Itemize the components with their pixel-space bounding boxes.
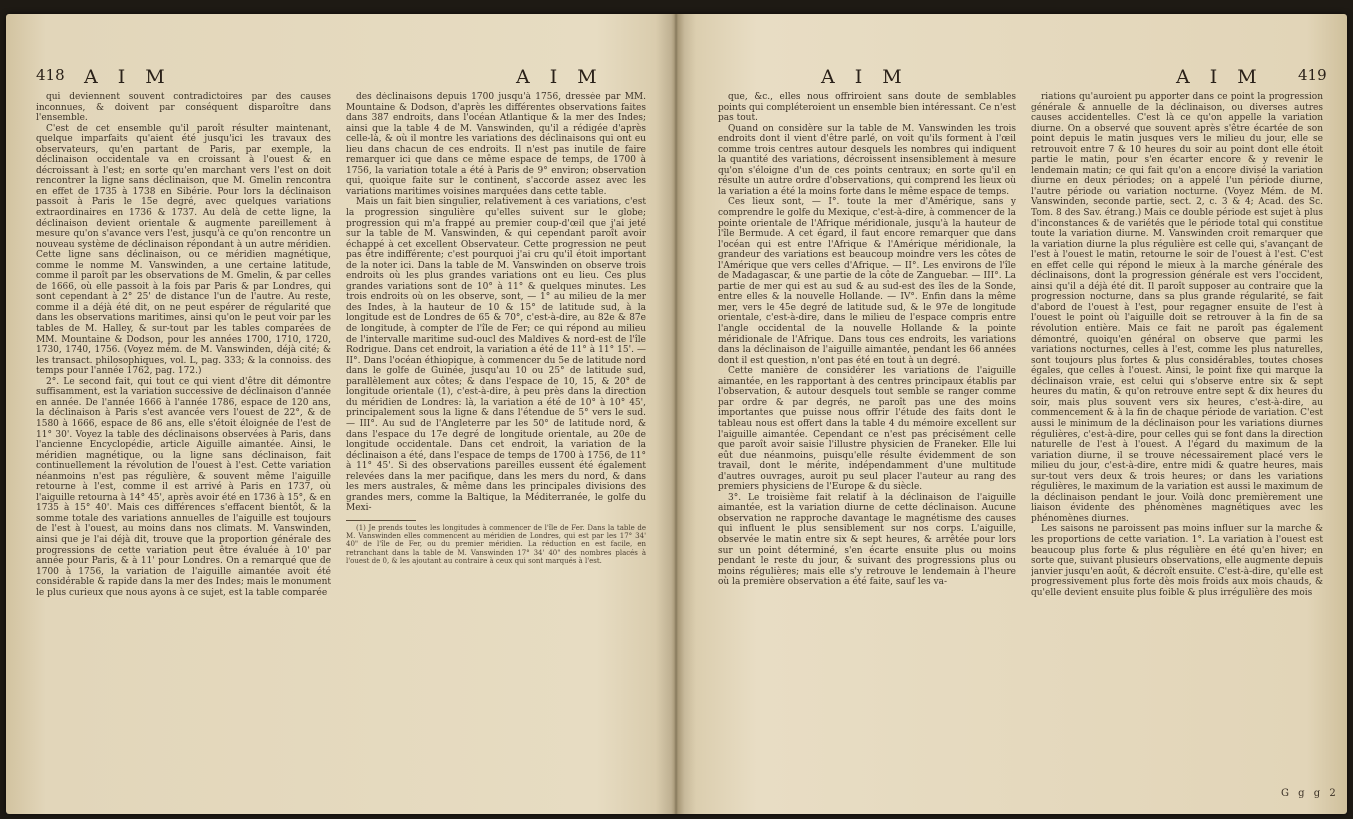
paragraph: Ces lieux sont, — I°. toute la mer d'Amérique, sans y comprendre le golfe du Mexique, c'est-à-dire, à commencer de la pointe orientale de l'Afrique méridionale, jusqu'à la hauteur de l'île Bermude. A cet égard, il faut encore remarquer que dans l'océan qui est entre l'Afrique & l'Amérique méridionale, la grandeur des variations est beaucoup moindre vers les côtes de l'Amérique que vers celles d'Afrique. — II°. Les environs de l'île de Madagascar, & une partie de la côte de Zanguebar. — III°. La partie de mer qui est au sud & au sud-est des îles de la Sonde, entre elles & la nouvelle Hollande. — IV°. Enfin dans la même mer, vers le 45e degré de latitude sud, & le 97e de longitude orientale, c'est-à-dire, dans le milieu de l'espace compris entre l'angle occidental de la nouvelle Hollande & la pointe méridionale de l'Afrique. Dans tous ces endroits, les variations dans la déclinaison de l'aiguille aimantée, pendant les 66 années dont il est question, n'ont pas été en tout à un degré. (718, 197, 1016, 366)
page-number: 418 (36, 66, 65, 84)
page-number: 419 (1298, 66, 1327, 84)
text-column-1 (36, 92, 331, 792)
right-page-header (686, 66, 1336, 90)
paragraph: Quand on considère sur la table de M. Vanswinden les trois endroits dont il vient d'être parlé, on voit qu'ils forment à l'œil comme trois centres autour desquels les nombres qui indiquent la quantité des variations, décroissent insensiblement à mesure qu'on s'éloigne d'un de ces points centraux; en sorte qu'il en résulte un autre ordre d'observations, qui comprend les lieux où la variation a été la moins forte dans le même espace de temps. (718, 123, 1016, 197)
paragraph: que, &c., elles nous offriroient sans doute de semblables points qui compléteroient un ensemble bien intéressant. Ce n'est pas tout. (718, 92, 1016, 124)
paragraph: riations qu'auroient pu apporter dans ce point la progression générale & annuelle de la déclinaison, ou diverses autres causes accidentelles. C'est là ce qu'on appelle la variation diurne. On a observé que souvent après s'être écartée de son point depuis le matin jusques vers le milieu du jour, elle se retrouvoit entre 7 & 10 heures du soir au point dont elle étoit partie le matin, pour s'en écarter encore & y revenir le lendemain matin; ce qui fait qu'on a encore divisé la variation diurne en deux périodes; on a appelé l'un période diurne, l'autre période ou variation nocturne. (Voyez Mém. de M. Vanswinden, seconde partie, sect. 2, c. 3 & 4; Acad. des Sc. Tom. 8 des Sav. étrang.) Mais ce double période est sujet à plus d'inconstances & de variétés que le période total qui constitue toute la variation diurne. M. Vanswinden croit remarquer que la variation diurne la plus régulière est celle qui, s'avançant de l'est à l'ouest le matin, retourne le soir de l'ouest à l'est. C'est en effet celle qui répond le mieux à la marche générale des déclinaisons, dont la progression générale est vers l'occident, ainsi qu'il a déjà été dit. Il paroît supposer au contraire que la progression nocturne, dans sa plus grande régularité, se fait d'abord de l'ouest à l'est, pour regagner ensuite de l'est à l'ouest le point où l'aiguille doit se retrouver à la fin de sa révolution entière. Mais ce fait ne paroît pas également démontré, quoiqu'en général on observe que parmi les variations nocturnes, celles à l'est, comme les plus naturelles, sont toujours plus fortes & plus considérables, toutes choses égales, que celles à l'ouest. Ainsi, le point fixe qui marque la déclinaison vraie, est celui qui s'observe entre six & sept heures du matin, & qu'on retrouve entre sept & dix heures du soir, mais plus souvent vers six heures, c'est-à-dire, au commencement & à la fin de chaque période de variation. C'est aussi le minimum de la déclinaison pour les variations diurnes régulières, c'est-à-dire, pour celles qui se font dans la direction naturelle de l'est à l'ouest. A l'égard du maximum de la variation diurne, il se trouve nécessairement placé vers le milieu du jour, c'est-à-dire, entre midi & quatre heures, mais sur-tout vers deux & trois heures; or dans les variations régulières, le maximum de la variation est aussi le maximum de la déclinaison pendant le jour. Voilà donc premièrement une liaison évidente des phénomènes magnétiques avec les phénomènes diurnes. (1031, 92, 1323, 524)
text-column-2 (1031, 92, 1323, 782)
right-page (676, 14, 1347, 814)
paragraph: qui deviennent souvent contradictoires par des causes inconnues, & doivent par conséquent disparoître dans l'ensemble. (36, 92, 331, 124)
paragraph: C'est de cet ensemble qu'il paroît résulter maintenant, quelque imparfaits qu'aient été jusqu'ici les travaux des observateurs, qu'en partant de Paris, par exemple, la déclinaison occidentale va en croissant à l'ouest & en décroissant à l'est; en sorte qu'en marchant vers l'est on doit rencontrer la ligne sans déclinaison, que M. Gmelin rencontra en effet de 1735 à 1738 en Sibérie. Pour lors la déclinaison passoit à Paris le 15e degré, avec quelques variations extraordinaires en 1736 & 1737. Au delà de cette ligne, la déclinaison devient orientale & augmente pareillement à mesure qu'on s'avance vers l'est, jusqu'à ce qu'on rencontre un nouveau système de déclinaison répondant à un autre méridien. Cette ligne sans déclinaison, ou ce méridien magnétique, comme le nomme M. Vanswinden, a une certaine latitude, comme il paroît par les observations de M. Gmelin, & par celles de 1666, où elle passoit à la fois par Paris & par Londres, qui sont cependant à 2° 25' de distance l'un de l'autre. Au reste, comme il a déjà été dit, on ne peut espérer de régularité que dans les observations maritimes, ainsi qu'on le peut voir par les tables de M. Halley, & sur-tout par les tables comparées de MM. Mountaine & Dodson, pour les années 1700, 1710, 1720, 1730, 1740, 1756. (Voyez mém. de M. Vanswinden, déjà cité; & les transact. philosophiques, vol. L, pag. 333; & la connoiss. des temps pour l'année 1762, pag. 172.) (36, 123, 331, 377)
running-head: A I M (84, 66, 172, 88)
text-column-1 (718, 92, 1016, 792)
footnote: (1) Je prends toutes les longitudes à commencer de l'île de Fer. Dans la table de M. Vanswinden elles commencent au méridien de Londres, qui est par les 17° 34' 40" de l'île de Fer, ou du premier méridien. La réduction en est facile, en retranchant dans la table de M. Vanswinden 17° 34' 40" des nombres placés à l'ouest de 0, & les ajoutant au contraire à ceux qui sont marqués à l'est. (346, 523, 646, 566)
running-head: A I M (821, 66, 909, 88)
text-column-2 (346, 92, 646, 792)
paragraph: Les saisons ne paroissent pas moins influer sur la marche & les proportions de cette variation. 1°. La variation à l'ouest est beaucoup plus forte & plus régulière en été qu'en hiver; en sorte que, suivant plusieurs observations, elle augmente depuis janvier jusqu'en août, & décroît ensuite. C'est-à-dire, qu'elle est progressivement plus forte dès mois froids aux mois chauds, & qu'elle devient ensuite plus foible & plus irrégulière des mois (1031, 524, 1323, 598)
paragraph: 3°. Le troisième fait relatif à la déclinaison de l'aiguille aimantée, est la variation diurne de cette déclinaison. Aucune observation ne rapproche davantage le magnétisme des causes qui influent le plus sensiblement sur nos corps. L'aiguille, observée le matin entre six & sept heures, & arrêtée pour lors sur un point déterminé, s'en écarte ensuite plus ou moins pendant le reste du jour, & suivant des progressions plus ou moins régulières; mais elle s'y retrouve le lendemain à l'heure où la première observation a été faite, sauf les va- (718, 492, 1016, 588)
paragraph: Mais un fait bien singulier, relativement à ces variations, c'est la progression singulière qu'elles suivent sur le globe; progression qui m'a frappé au premier coup-d'œil que j'ai jeté sur la table de M. Vanswinden, & qui cependant paroît avoir échappé à cet excellent Observateur. Cette progression ne peut pas être indifférente; c'est pourquoi j'ai cru qu'il étoit important de la noter ici. Dans la table de M. Vanswinden on observe trois endroits où les plus grandes variations ont eu lieu. Ces plus grandes variations sont de 10° à 11° & quelques minutes. Les trois endroits où on les observe, sont, — 1° au milieu de la mer des Indes, à la hauteur de 10 & 15° de latitude sud, à la longitude est de Londres de 65 & 70°, c'est-à-dire, au 82e & 87e de longitude, à compter de l'île de Fer; ce qui répond au milieu de l'intervalle maritime sud-oucl des Maldives & nord-est de l'île Rodrigue. Dans cet endroit, la variation a été de 11° à 11° 15'. — II°. Dans l'océan éthiopique, à commencer du 5e de latitude nord dans le golfe de Guinée, jusqu'au 10 ou 25° de latitude sud, parallèlement aux côtes; & dans l'espace de 10, 15, & 20° de longitude orientale (1), c'est-à-dire, à peu près dans la direction du méridien de Londres: là, la variation a été de 10° à 10° 45', principalement sous la ligne & dans l'étendue de 5° vers le sud. — III°. Au sud de l'Angleterre par les 50° de latitude nord, & dans l'espace du 17e degré de longitude orientale, au 20e de longitude occidentale. Dans cet endroit, la variation de la déclinaison a été, dans l'espace de temps de 1700 à 1756, de 11° à 11° 45'. Si des observations pareilles eussent été également relevées dans la mer pacifique, dans les mers du nord, & dans les mers australes, & même dans les principales divisions des grandes mers, comme la Baltique, la Méditerranée, le golfe du Mexi- (346, 197, 646, 514)
gathering-signature: G g g 2 (1281, 788, 1339, 799)
running-head: A I M (1176, 66, 1264, 88)
paragraph: 2°. Le second fait, qui tout ce qui vient d'être dit démontre suffisamment, est la variation successive de déclinaison d'année en année. De l'année 1666 à l'année 1786, espace de 120 ans, la déclinaison à Paris s'est avancée vers l'ouest de 22°, & de 1580 à 1666, espace de 86 ans, elle s'étoit éloignée de l'est de 11° 30'. Voyez la table des déclinaisons observées à Paris, dans l'ancienne Encyclopédie, article Aiguille aimantée. Ainsi, le méridien magnétique, ou la ligne sans déclinaison, fait continuellement la révolution de l'ouest à l'est. Cette variation néanmoins n'est pas régulière, & souvent même l'aiguille retourne à l'est, comme il est arrivé à Paris en 1737, où l'aiguille retourna à 14° 45', après avoir été en 1736 à 15°, & en 1735 à 15° 40'. Mais ces différences s'effacent bientôt, & la somme totale des variations annuelles de l'aiguille est toujours de l'est à l'ouest, au moins dans nos climats. M. Vanswinden, ainsi que je l'ai déjà dit, trouve que la proportion générale des progressions de cette variation peut être évaluée à 10' par année pour Paris, & à 11' pour Londres. On a remarqué que de 1700 à 1756, la variation de l'aiguille aimantée avoit été considérable & rapide dans la mer des Indes; mais le monument le plus curieux que nous ayons à ce sujet, est la table comparée (36, 376, 331, 598)
open-book (6, 14, 1347, 814)
footnote-rule (346, 520, 416, 521)
paragraph: des déclinaisons depuis 1700 jusqu'à 1756, dressée par MM. Mountaine & Dodson, d'après les différentes observations faites dans 387 endroits, dans l'océan Atlantique & la mer des Indes; ainsi que la table 4 de M. Vanswinden, qu'il a rédigée d'après celle-là, & où il montre les variations des déclinaisons qui ont eu lieu dans chacun de ces endroits. Il n'est pas inutile de faire remarquer ici que dans ce même espace de temps, de 1700 à 1756, la variation totale a été à Paris de 9° environ; observation qui, quoique faite sur le continent, s'accorde assez avec les variations maritimes voisines marquées dans cette table. (346, 92, 646, 197)
paragraph: Cette manière de considérer les variations de l'aiguille aimantée, en les rapportant à des centres principaux établis par l'observation, & autour desquels tout semble se ranger comme par ordre & par degrés, ne paroît pas une des moins importantes que puisse nous offrir l'étude des faits dont le tableau nous est offert dans la table 4 du mémoire excellent sur l'aiguille aimantée. Cependant ce n'est pas précisément celle que paroît avoir saisie l'illustre physicien de Franeker. Elle lui eût due néanmoins, puisqu'elle résulte évidemment de son travail, dont le mérite, indépendamment d'une multitude d'autres ouvrages, auroit pu seul placer l'auteur au rang des premiers physiciens de l'Europe & du siècle. (718, 366, 1016, 493)
left-page-header (36, 66, 666, 90)
left-page (6, 14, 676, 814)
running-head: A I M (516, 66, 604, 88)
